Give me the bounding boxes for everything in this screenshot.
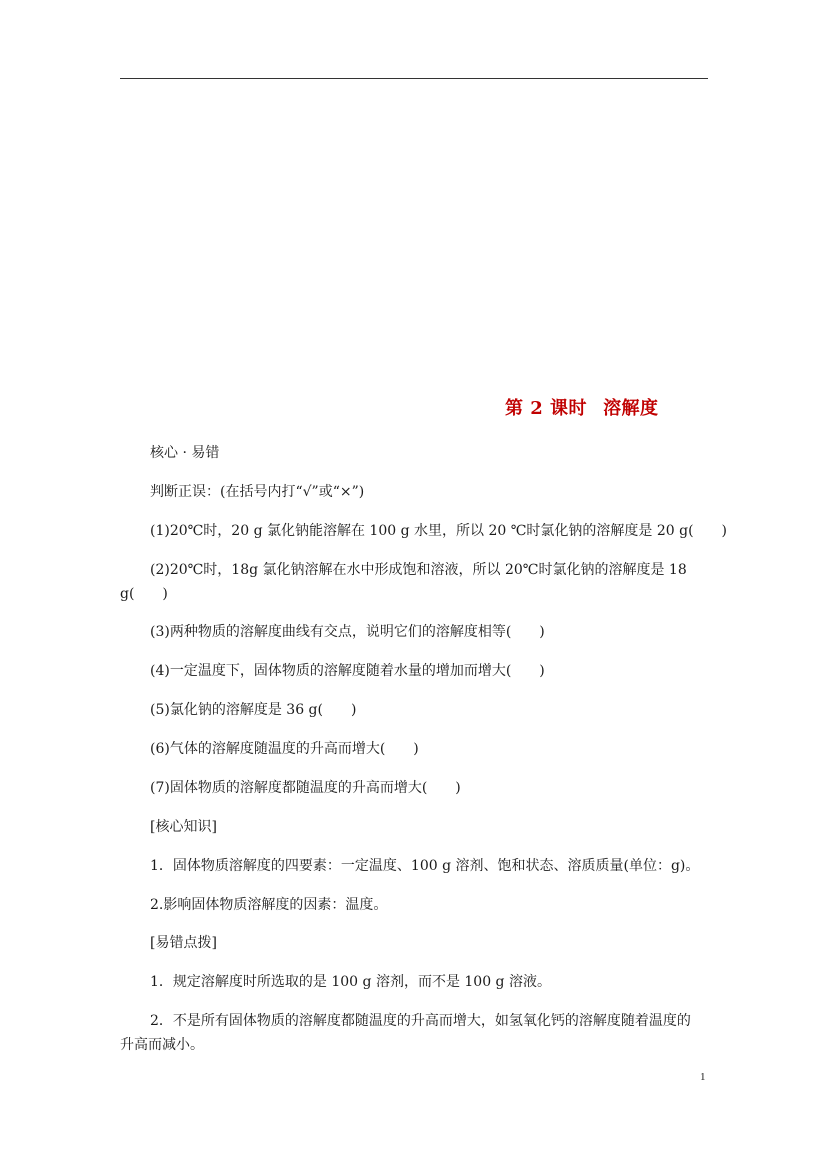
core-knowledge-1: 1．固体物质溶解度的四要素：一定温度、100 g 溶剂、饱和状态、溶质质量(单位：g)。	[150, 858, 700, 874]
error-tip-2-line-1: 2．不是所有固体物质的溶解度都随温度的升高而增大，如氢氧化钙的溶解度随着温度的	[150, 1013, 691, 1029]
section-title: 核心 · 易错	[150, 445, 220, 461]
question-5: (5)氯化钠的溶解度是 36 g( )	[150, 702, 357, 718]
core-knowledge-2: 2.影响固体物质溶解度的因素：温度。	[150, 897, 388, 913]
error-tips-heading: [易错点拨]	[150, 935, 217, 951]
question-2-line-1: (2)20℃时，18g 氯化钠溶解在水中形成饱和溶液，所以 20℃时氯化钠的溶解度是 18	[150, 562, 687, 578]
question-1: (1)20℃时，20 g 氯化钠能溶解在 100 g 水里，所以 20 ℃时氯化钠的溶解度是 20 g( )	[150, 523, 727, 539]
lesson-number: 第 2 课时	[505, 398, 588, 419]
lesson-title	[505, 394, 659, 420]
error-tip-2-line-2: 升高而减小。	[120, 1037, 204, 1053]
question-4: (4)一定温度下，固体物质的溶解度随着水量的增加而增大( )	[150, 663, 545, 679]
question-3: (3)两种物质的溶解度曲线有交点，说明它们的溶解度相等( )	[150, 624, 545, 640]
question-6: (6)气体的溶解度随温度的升高而增大( )	[150, 741, 419, 757]
error-tip-1: 1．规定溶解度时所选取的是 100 g 溶剂，而不是 100 g 溶液。	[150, 974, 551, 990]
instruction-text: 判断正误：(在括号内打“√”或“×”)	[150, 484, 365, 500]
page-number: 1	[700, 1071, 706, 1083]
header-rule	[120, 78, 708, 79]
core-knowledge-heading: [核心知识]	[150, 819, 217, 835]
lesson-topic: 溶解度	[603, 398, 659, 419]
question-2-line-2: g( )	[120, 586, 168, 602]
question-7: (7)固体物质的溶解度都随温度的升高而增大( )	[150, 780, 461, 796]
